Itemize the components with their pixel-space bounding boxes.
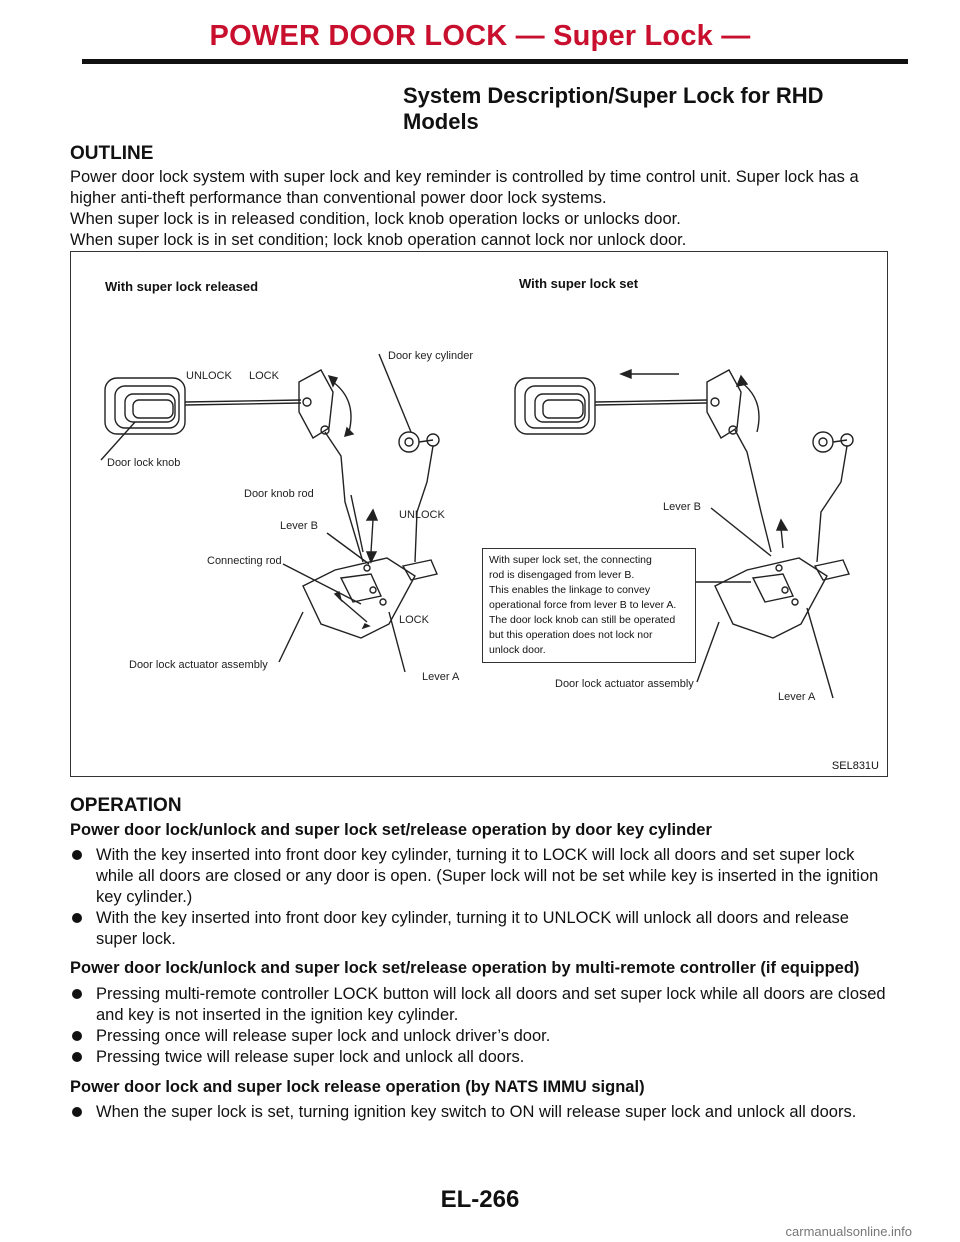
- list-item: When the super lock is set, turning ignition key switch to ON will release super lock and unlock all doors.: [70, 1102, 890, 1123]
- label-door-lock-actuator-assembly: Door lock actuator assembly: [129, 659, 268, 671]
- bullet-icon: [72, 1107, 82, 1117]
- note-line: rod is disengaged from lever B.: [489, 569, 635, 581]
- label-lever-b: Lever B: [280, 520, 318, 532]
- page-code: EL-266: [440, 1186, 520, 1213]
- label-lever-a: Lever A: [422, 671, 460, 683]
- list-item: Pressing twice will release super lock and unlock all doors.: [70, 1047, 890, 1068]
- note-line: operational force from lever B to lever A.: [489, 599, 677, 611]
- note-line: but this operation does not lock nor: [489, 629, 653, 641]
- list-item: With the key inserted into front door key cylinder, turning it to LOCK will lock all doors and set super lock while all doors are closed or any door is open. (Super lock will not be set while key is inserted in the ignition key cylinder.): [70, 845, 890, 908]
- section-title-line1: System Description/Super Lock for RHD: [403, 83, 824, 108]
- outline-heading: OUTLINE: [70, 143, 154, 164]
- note-line: With super lock set, the connecting: [489, 554, 652, 566]
- operation-subheading-nats: Power door lock and super lock release operation (by NATS IMMU signal): [70, 1078, 645, 1096]
- super-lock-figure: [70, 251, 888, 777]
- label-lock-side: LOCK: [399, 614, 429, 626]
- label-door-lock-actuator-assembly-right: Door lock actuator assembly: [555, 678, 694, 690]
- operation-subheading-remote: Power door lock/unlock and super lock set/release operation by multi-remote controller (if equipped): [70, 959, 860, 977]
- bullet-icon: [72, 989, 82, 999]
- operation-subheading-key-cylinder: Power door lock/unlock and super lock set/release operation by door key cylinder: [70, 821, 712, 839]
- note-line: The door lock knob can still be operated: [489, 614, 676, 626]
- label-door-key-cylinder: Door key cylinder: [388, 350, 473, 362]
- bullet-icon: [72, 850, 82, 860]
- label-door-knob-rod: Door knob rod: [244, 488, 314, 500]
- header-rule: [82, 59, 908, 64]
- operation-heading: OPERATION: [70, 795, 182, 816]
- list-item: Pressing multi-remote controller LOCK button will lock all doors and set super lock while all doors are closed and key is not inserted in the ignition key cylinder.: [70, 984, 890, 1026]
- door-lock-knob-drawing-right: [515, 378, 595, 434]
- outline-paragraph: Power door lock system with super lock and key reminder is controlled by time control unit. Super lock has a higher anti-theft performance than conventional power door lock systems.: [70, 168, 859, 207]
- outline-paragraph: When super lock is in released condition, lock knob operation locks or unlocks door.: [70, 210, 681, 228]
- remote-bullets: [70, 984, 890, 1068]
- figure-code: SEL831U: [831, 760, 879, 772]
- note-line: This enables the linkage to convey: [489, 584, 651, 596]
- bullet-icon: [72, 913, 82, 923]
- super-lock-note: [482, 548, 696, 663]
- label-connecting-rod: Connecting rod: [207, 555, 282, 567]
- label-unlock: UNLOCK: [186, 370, 232, 382]
- figure-left-title: With super lock released: [105, 279, 259, 294]
- section-title: [403, 83, 824, 135]
- door-lock-knob-drawing: [105, 378, 185, 434]
- linkage-diagram: [71, 252, 887, 776]
- list-item: Pressing once will release super lock and unlock driver’s door.: [70, 1026, 890, 1047]
- note-line: unlock door.: [489, 644, 546, 656]
- label-unlock-side: UNLOCK: [399, 509, 445, 521]
- list-item: With the key inserted into front door key cylinder, turning it to UNLOCK will unlock all doors and release super lock.: [70, 908, 890, 950]
- section-title-line2: Models: [403, 109, 479, 134]
- outline-paragraph: When super lock is in set condition; lock knob operation cannot lock nor unlock door.: [70, 231, 687, 249]
- label-lock: LOCK: [249, 370, 279, 382]
- figure-right-title: With super lock set: [519, 276, 639, 291]
- nats-bullets: [70, 1102, 890, 1123]
- page-header-title: POWER DOOR LOCK — Super Lock —: [209, 20, 751, 52]
- label-lever-b-right: Lever B: [663, 501, 701, 513]
- label-lever-a-right: Lever A: [778, 691, 816, 703]
- label-door-lock-knob: Door lock knob: [107, 457, 181, 469]
- bullet-icon: [72, 1031, 82, 1041]
- bullet-icon: [72, 1052, 82, 1062]
- key-cylinder-bullets: [70, 845, 890, 950]
- watermark: carmanualsonline.info: [785, 1224, 912, 1239]
- outline-text: [70, 167, 890, 251]
